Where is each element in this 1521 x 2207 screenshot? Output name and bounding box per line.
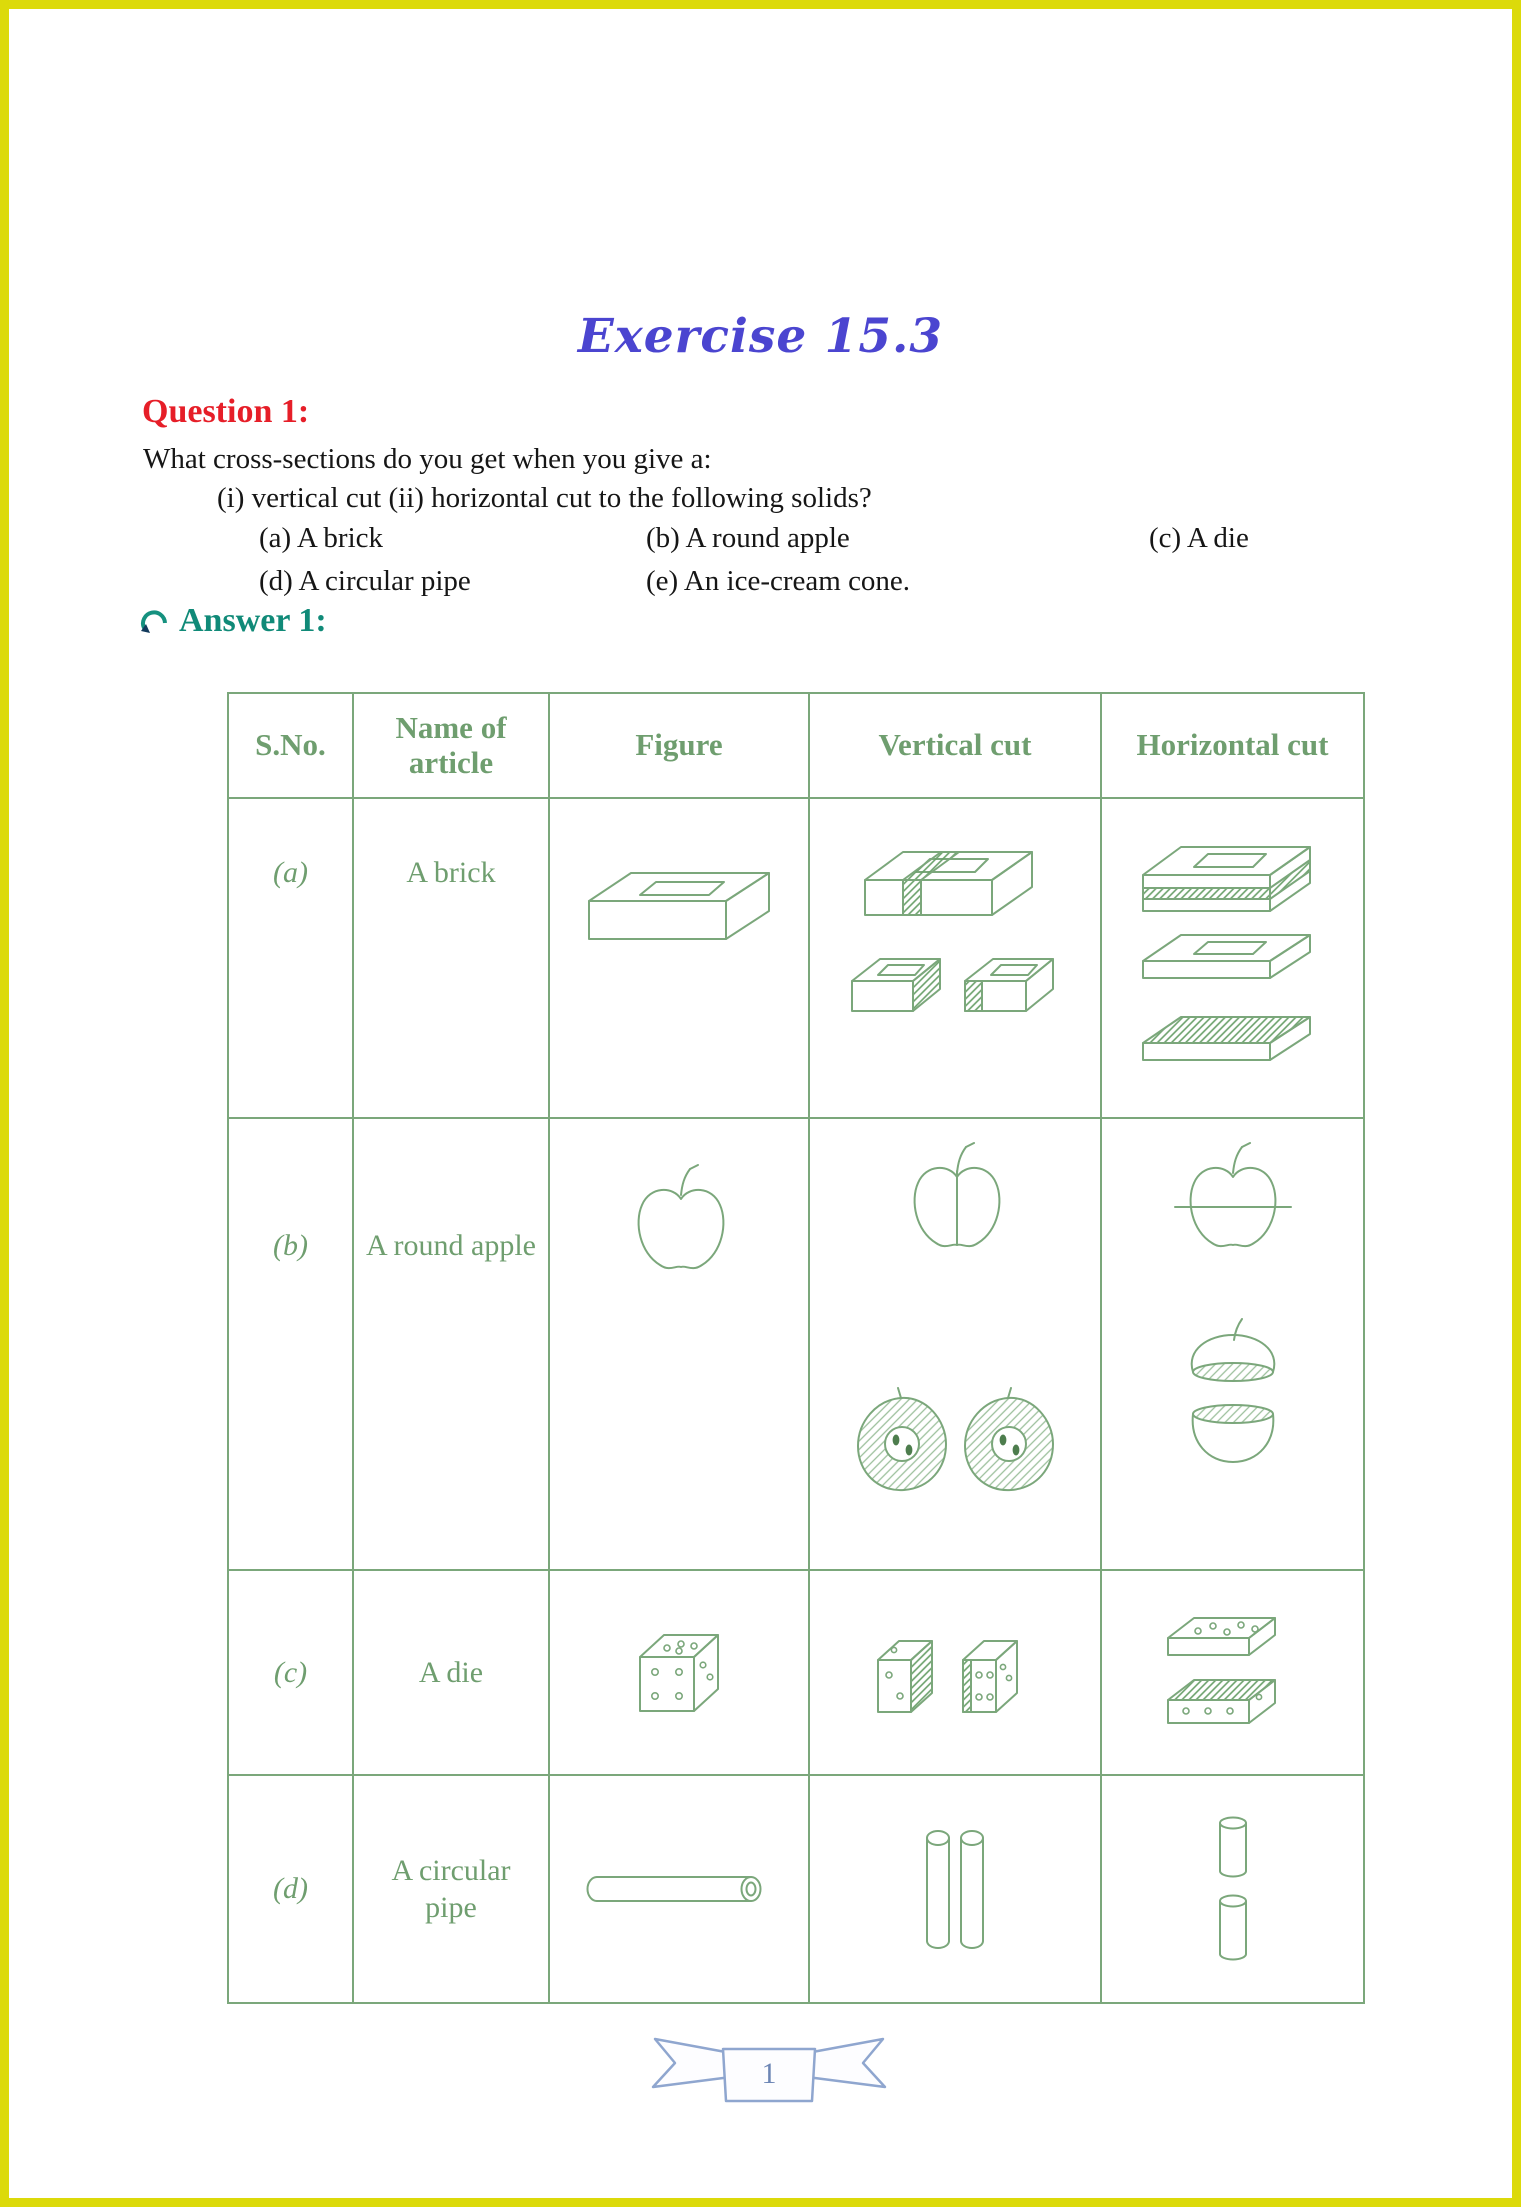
page-number-ribbon <box>619 2027 919 2119</box>
col-header-name: Name of article <box>353 693 549 798</box>
solution-table <box>227 692 1365 2004</box>
cell-vertical-cut-a <box>809 798 1101 1118</box>
option-d: (d) A circular pipe <box>259 565 471 597</box>
option-b: (b) A round apple <box>646 522 850 554</box>
cell-sno-a: (a) <box>228 798 353 1118</box>
option-a: (a) A brick <box>259 522 384 554</box>
cell-sno-b: (b) <box>228 1118 353 1570</box>
brand-icon <box>137 605 171 637</box>
col-header-vertical-cut: Vertical cut <box>809 693 1101 798</box>
pipe-vertical-cut-drawing <box>905 1819 1005 1959</box>
table-header-row <box>228 693 1364 798</box>
col-header-sno: S.No. <box>228 693 353 798</box>
brick-horizontal-cut-drawing <box>1118 831 1348 1086</box>
question-label: Question 1: <box>142 393 310 430</box>
option-e: (e) An ice-cream cone. <box>646 565 911 597</box>
cell-horizontal-cut-c <box>1101 1570 1364 1775</box>
die-drawing <box>622 1619 737 1727</box>
apple-drawing <box>619 1159 739 1294</box>
cell-name-b: A round apple <box>353 1118 549 1570</box>
cell-horizontal-cut-b <box>1101 1118 1364 1570</box>
apple-horizontal-line-drawing <box>1171 1137 1295 1272</box>
question-text-line1: What cross-sections do you get when you give a: <box>143 443 712 475</box>
col-header-figure: Figure <box>549 693 809 798</box>
table-row-pipe <box>228 1775 1364 2003</box>
page-title: Exercise 15.3 <box>577 309 944 364</box>
brick-vertical-cut-drawing <box>840 831 1070 1071</box>
cell-name-c: A die <box>353 1570 549 1775</box>
cell-figure-d <box>549 1775 809 2003</box>
cell-sno-c: (c) <box>228 1570 353 1775</box>
answer-label: Answer 1: <box>179 602 327 639</box>
table-row-brick <box>228 798 1364 1118</box>
cell-figure-b <box>549 1118 809 1570</box>
cell-name-d: A circular pipe <box>353 1775 549 2003</box>
brick-drawing <box>574 859 784 949</box>
question-text-line2: (i) vertical cut (ii) horizontal cut to the following solids? <box>217 482 872 514</box>
die-horizontal-cut-drawing <box>1153 1605 1313 1740</box>
cell-sno-d: (d) <box>228 1775 353 2003</box>
page-number: 1 <box>761 2057 777 2090</box>
cell-name-a: A brick <box>353 798 549 1118</box>
cell-horizontal-cut-a <box>1101 798 1364 1118</box>
cell-vertical-cut-b <box>809 1118 1101 1570</box>
cell-vertical-cut-d <box>809 1775 1101 2003</box>
apple-vertical-line-drawing <box>895 1137 1015 1272</box>
option-c: (c) A die <box>1149 522 1249 554</box>
pipe-drawing <box>579 1864 779 1914</box>
cell-vertical-cut-c <box>809 1570 1101 1775</box>
cell-figure-c <box>549 1570 809 1775</box>
apple-halves-drawing <box>848 1380 1063 1500</box>
table-row-apple <box>228 1118 1364 1570</box>
apple-top-bottom-halves-drawing <box>1168 1314 1298 1479</box>
table-row-die <box>228 1570 1364 1775</box>
answer-row <box>137 602 327 640</box>
cell-figure-a <box>549 798 809 1118</box>
cell-horizontal-cut-d <box>1101 1775 1364 2003</box>
col-header-horizontal-cut: Horizontal cut <box>1101 693 1364 798</box>
pipe-horizontal-cut-drawing <box>1203 1809 1263 1969</box>
die-vertical-cut-drawing <box>863 1620 1048 1725</box>
